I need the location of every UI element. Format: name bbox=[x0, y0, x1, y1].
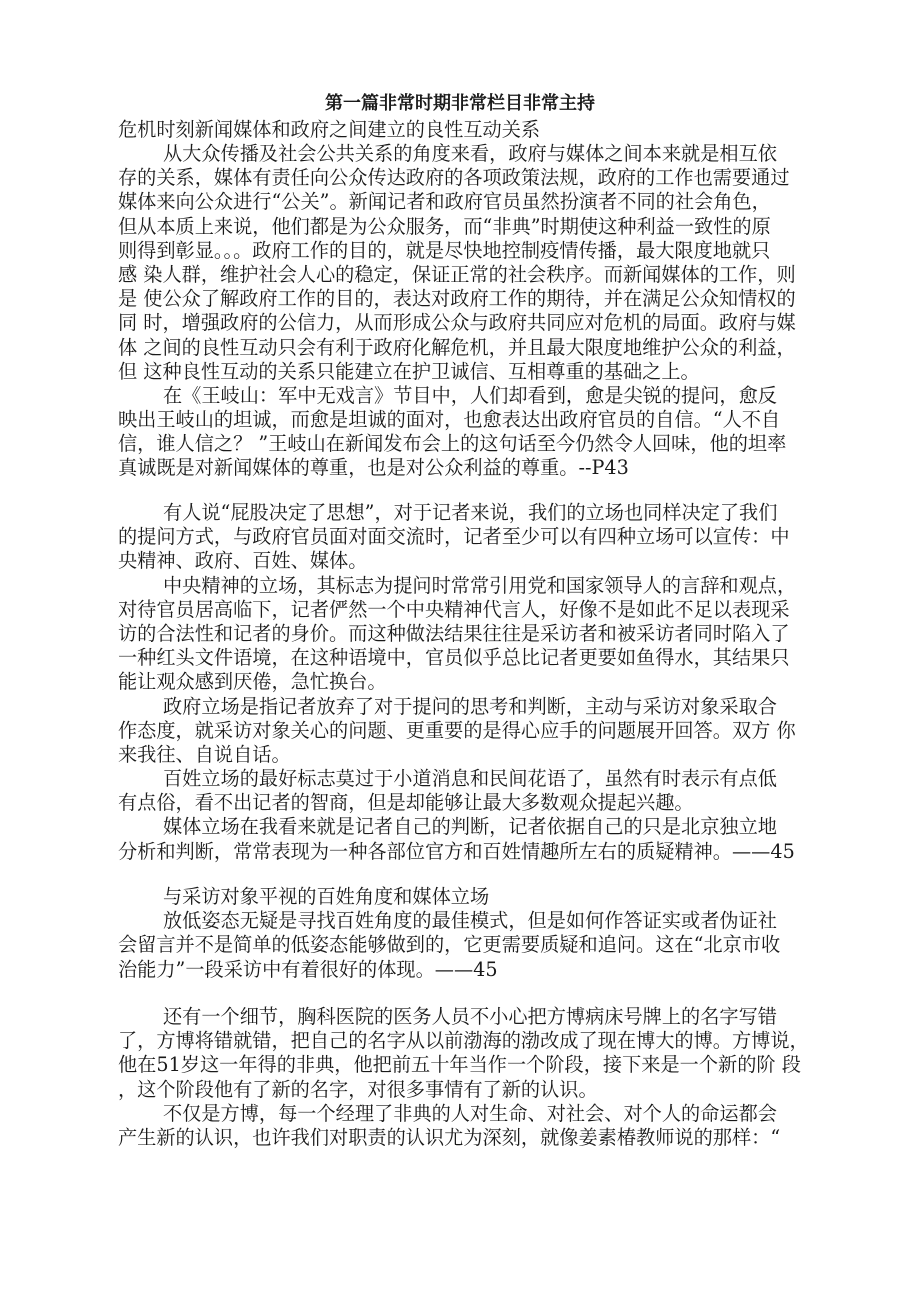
document-subtitle: 危机时刻新闻媒体和政府之间建立的良性互动关系 bbox=[118, 118, 541, 141]
text-line: ，这个阶段他有了新的名字，对很多事情有了新的认识。 bbox=[118, 1077, 598, 1101]
text-line: 了，方博将错就错，把自己的名字从以前渤海的渤改成了现在博大的博。方博说， bbox=[118, 1029, 809, 1053]
text-line: 与采访对象平视的百姓角度和媒体立场 bbox=[163, 885, 490, 908]
text-line: 分析和判断，常常表现为一种各部位官方和百姓情趣所左右的质疑精神。——45 bbox=[118, 839, 795, 863]
text-line: 他在51岁这一年得的非典，他把前五十年当作一个阶段，接下来是一个新的阶 段 bbox=[118, 1053, 801, 1077]
text-line: 作态度，就采访对象关心的问题、更重要的是得心应手的问题展开回答。双方 你 bbox=[118, 718, 796, 742]
document-subtitle-block bbox=[118, 118, 798, 142]
text-block bbox=[118, 142, 798, 481]
document-title: 第一篇非常时期非常栏目非常主持 bbox=[325, 93, 595, 114]
text-line: 是 使公众了解政府工作的目的，表达对政府工作的期待，并在满足公众知情权的 bbox=[118, 287, 796, 311]
text-line: 但 这种良性互动的关系只能建立在护卫诚信、互相尊重的基础之上。 bbox=[118, 359, 700, 383]
text-line: 在《王岐山：军中无戏言》节目中，人们却看到，愈是尖锐的提问，愈反 bbox=[163, 383, 777, 407]
text-line: 产生新的认识，也许我们对职责的认识尤为深刻，就像姜素椿教师说的那样：“ bbox=[118, 1125, 781, 1149]
text-line: 访的合法性和记者的身价。而这种做法结果往往是采访者和被采访者同时陷入了 bbox=[118, 621, 790, 645]
text-block bbox=[118, 885, 798, 982]
text-line: 央精神、政府、百姓、媒体。 bbox=[118, 549, 368, 573]
text-line: 同 时，增强政府的公信力，从而形成公众与政府共同应对危机的局面。政府与媒 bbox=[118, 311, 796, 335]
text-line: 的提问方式，与政府官员面对面交流时，记者至少可以有四种立场可以宣传：中 bbox=[118, 525, 790, 549]
text-line: 中央精神的立场，其标志为提问时常常引用党和国家领导人的言辞和观点， bbox=[163, 573, 797, 597]
text-line: 体 之间的良性互动只会有利于政府化解危机，并且最大限度地维护公众的利益， bbox=[118, 335, 796, 359]
text-line: 能让观众感到厌倦，急忙换台。 bbox=[118, 670, 387, 694]
text-line: 不仅是方博，每一个经理了非典的人对生命、对社会、对个人的命运都会 bbox=[163, 1101, 777, 1125]
text-line: 感 染人群，维护社会人心的稳定，保证正常的社会秩序。而新闻媒体的工作，则 bbox=[118, 262, 796, 286]
text-line: 存的关系，媒体有责任向公众传达政府的各项政策法规，政府的工作也需要通过 bbox=[118, 166, 790, 190]
text-line: 治能力”一段采访中有着很好的体现。——45 bbox=[118, 957, 498, 981]
text-line: 放低姿态无疑是寻找百姓角度的最佳模式，但是如何作答证实或者伪证社 bbox=[163, 909, 777, 933]
text-line: 信，谁人信之？ ”王岐山在新闻发布会上的这句话至今仍然令人回味，他的坦率 bbox=[118, 432, 787, 456]
text-line: 百姓立场的最好标志莫过于小道消息和民间花语了，虽然有时表示有点低 bbox=[163, 767, 777, 791]
text-line: 映出王岐山的坦诚，而愈是坦诚的面对，也愈表达出政府官员的自信。“人不自 bbox=[118, 408, 781, 432]
text-line: 则得到彰显。。。政府工作的目的，就是尽快地控制疫情传播，最大限度地就只 bbox=[118, 238, 771, 262]
text-line: 从大众传播及社会公共关系的角度来看，政府与媒体之间本来就是相互依 bbox=[163, 142, 777, 165]
text-block bbox=[118, 1005, 809, 1150]
text-line: 媒体来向公众进行“公关”。新闻记者和政府官员虽然扮演者不同的社会角色， bbox=[118, 190, 771, 214]
text-line: 政府立场是指记者放弃了对于提问的思考和判断，主动与采访对象采取合 bbox=[163, 694, 777, 718]
text-line: 有人说“屁股决定了思想”，对于记者来说，我们的立场也同样决定了我们 bbox=[163, 501, 778, 524]
text-line: 一种红头文件语境，在这种语境中，官员似乎总比记者更要如鱼得水，其结果只 bbox=[118, 646, 790, 670]
text-line: 但从本质上来说，他们都是为公众服务，而“非典”时期使这种利益一致性的原 bbox=[118, 214, 771, 238]
text-line: 会留言并不是简单的低姿态能够做到的，它更需要质疑和追问。这在“北京市收 bbox=[118, 933, 781, 957]
text-line: 来我往、自说自话。 bbox=[118, 742, 291, 766]
text-line: 对待官员居高临下，记者俨然一个中央精神代言人，好像不是如此不足以表现采 bbox=[118, 597, 790, 621]
text-line: 真诚既是对新闻媒体的尊重，也是对公众利益的尊重。--P43 bbox=[118, 456, 629, 480]
text-line: 媒体立场在我看来就是记者自己的判断，记者依据自己的只是北京独立地 bbox=[163, 815, 777, 839]
text-block bbox=[118, 501, 798, 864]
text-line: 有点俗，看不出记者的智商，但是却能够让最大多数观众提起兴趣。 bbox=[118, 791, 694, 815]
text-line: 还有一个细节，胸科医院的医务人员不小心把方博病床号牌上的名字写错 bbox=[163, 1005, 777, 1028]
